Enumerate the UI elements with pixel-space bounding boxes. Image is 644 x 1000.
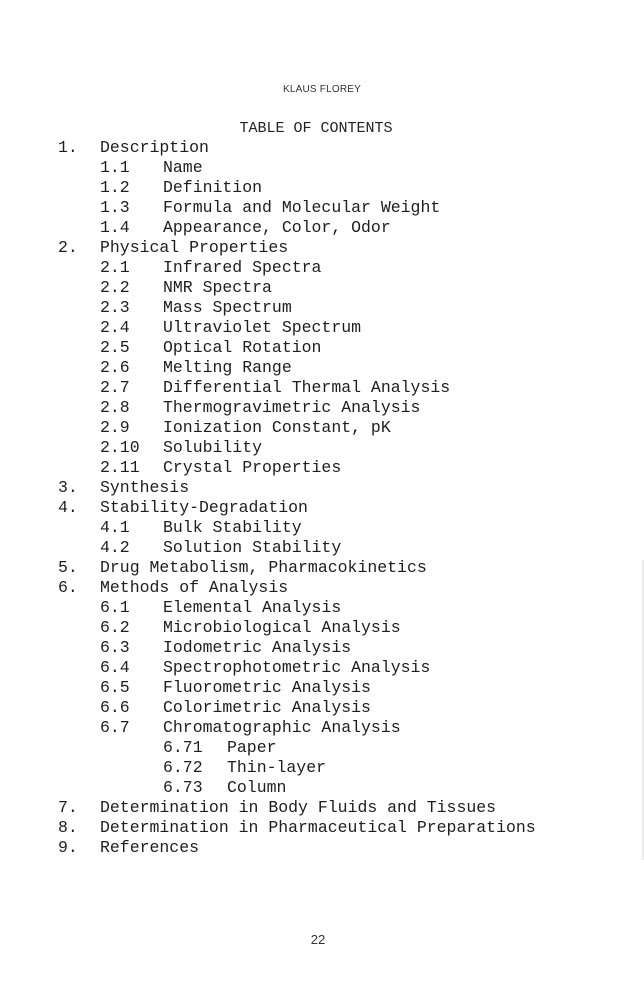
toc-entry-number: 2.5 <box>100 338 130 357</box>
toc-entry <box>0 318 644 338</box>
toc-entry-title: Solution Stability <box>163 538 342 557</box>
toc-entry-number: 6.3 <box>100 638 130 657</box>
toc-entry-number: 1.2 <box>100 178 130 197</box>
toc-entry-number: 1.4 <box>100 218 130 237</box>
toc-entry-title: Fluorometric Analysis <box>163 678 371 697</box>
toc-entry-number: 2.2 <box>100 278 130 297</box>
toc-entry-title: Stability-Degradation <box>100 498 308 517</box>
toc-entry <box>0 518 644 538</box>
toc-entry <box>0 458 644 478</box>
toc-entry-title: Differential Thermal Analysis <box>163 378 451 397</box>
toc-entry <box>0 258 644 278</box>
toc-entry-title: Appearance, Color, Odor <box>163 218 391 237</box>
toc-entry-number: 6.7 <box>100 718 130 737</box>
toc-entry-title: Ultraviolet Spectrum <box>163 318 362 337</box>
toc-entry <box>0 418 644 438</box>
toc-entry-title: Formula and Molecular Weight <box>163 198 441 217</box>
toc-entry-number: 6.72 <box>163 758 203 777</box>
toc-entry-number: 2.10 <box>100 438 140 457</box>
toc-entry-title: Bulk Stability <box>163 518 302 537</box>
toc-entry-number: 4.2 <box>100 538 130 557</box>
toc-entry <box>0 598 644 618</box>
toc-entry <box>0 718 644 738</box>
toc-entry-number: 2.4 <box>100 318 130 337</box>
toc-entry-title: Colorimetric Analysis <box>163 698 371 717</box>
toc-entry-number: 6.4 <box>100 658 130 677</box>
toc-entry <box>0 558 644 578</box>
toc-entry-number: 6. <box>58 578 78 597</box>
toc-entry-number: 4. <box>58 498 78 517</box>
toc-entry-title: Solubility <box>163 438 263 457</box>
toc-entry <box>0 698 644 718</box>
toc-entry-number: 1.1 <box>100 158 130 177</box>
toc-entry-title: Synthesis <box>100 478 190 497</box>
toc-entry-number: 6.73 <box>163 778 203 797</box>
toc-entry-number: 7. <box>58 798 78 817</box>
toc-entry <box>0 818 644 838</box>
toc-entry-title: Spectrophotometric Analysis <box>163 658 431 677</box>
toc-entry-title: Optical Rotation <box>163 338 322 357</box>
running-head: KLAUS FLOREY <box>283 84 361 95</box>
toc-entry <box>0 278 644 298</box>
toc-entry-title: Infrared Spectra <box>163 258 322 277</box>
toc-entry-number: 2.6 <box>100 358 130 377</box>
toc-entry <box>0 798 644 818</box>
toc-entry <box>0 498 644 518</box>
toc-entry-title: Chromatographic Analysis <box>163 718 401 737</box>
toc-entry <box>0 438 644 458</box>
toc-entry <box>0 658 644 678</box>
toc-entry-title: Elemental Analysis <box>163 598 342 617</box>
toc-entry-title: Column <box>227 778 287 797</box>
toc-entry <box>0 178 644 198</box>
toc-entry-number: 5. <box>58 558 78 577</box>
toc-entry-title: Name <box>163 158 203 177</box>
toc-entry <box>0 138 644 158</box>
toc-entry-title: Iodometric Analysis <box>163 638 352 657</box>
toc-entry-number: 2.8 <box>100 398 130 417</box>
toc-entry-number: 6.1 <box>100 598 130 617</box>
toc-title: TABLE OF CONTENTS <box>239 120 393 137</box>
toc-entry <box>0 838 644 858</box>
toc-entry-number: 2. <box>58 238 78 257</box>
toc-entry-number: 2.11 <box>100 458 140 477</box>
toc-entry-title: Physical Properties <box>100 238 289 257</box>
toc-entry <box>0 678 644 698</box>
toc-entry-title: References <box>100 838 200 857</box>
toc-entry-title: NMR Spectra <box>163 278 272 297</box>
table-of-contents <box>0 138 644 858</box>
toc-entry-title: Ionization Constant, pK <box>163 418 391 437</box>
toc-entry-title: Microbiological Analysis <box>163 618 401 637</box>
toc-entry <box>0 638 644 658</box>
toc-entry-number: 6.5 <box>100 678 130 697</box>
toc-entry <box>0 578 644 598</box>
toc-entry <box>0 618 644 638</box>
toc-entry-title: Methods of Analysis <box>100 578 289 597</box>
toc-entry <box>0 538 644 558</box>
toc-entry-title: Definition <box>163 178 263 197</box>
toc-entry-number: 3. <box>58 478 78 497</box>
toc-entry-title: Drug Metabolism, Pharmacokinetics <box>100 558 427 577</box>
toc-entry-number: 4.1 <box>100 518 130 537</box>
toc-entry-number: 9. <box>58 838 78 857</box>
toc-entry-number: 1.3 <box>100 198 130 217</box>
toc-entry <box>0 338 644 358</box>
toc-entry-number: 6.71 <box>163 738 203 757</box>
toc-entry-title: Determination in Body Fluids and Tissues <box>100 798 497 817</box>
toc-entry <box>0 738 644 758</box>
toc-entry <box>0 238 644 258</box>
toc-entry-title: Crystal Properties <box>163 458 342 477</box>
toc-entry-title: Mass Spectrum <box>163 298 292 317</box>
toc-entry-number: 2.3 <box>100 298 130 317</box>
toc-entry <box>0 218 644 238</box>
toc-entry-title: Thermogravimetric Analysis <box>163 398 421 417</box>
toc-entry-number: 2.7 <box>100 378 130 397</box>
toc-entry <box>0 198 644 218</box>
toc-entry-number: 2.9 <box>100 418 130 437</box>
toc-entry-number: 2.1 <box>100 258 130 277</box>
toc-entry-title: Description <box>100 138 209 157</box>
toc-entry-number: 6.2 <box>100 618 130 637</box>
toc-entry-title: Thin-layer <box>227 758 327 777</box>
toc-entry <box>0 378 644 398</box>
toc-entry <box>0 478 644 498</box>
toc-entry-number: 1. <box>58 138 78 157</box>
toc-entry-title: Paper <box>227 738 277 757</box>
toc-entry-number: 6.6 <box>100 698 130 717</box>
toc-entry <box>0 758 644 778</box>
toc-entry <box>0 298 644 318</box>
toc-entry-title: Determination in Pharmaceutical Preparations <box>100 818 536 837</box>
toc-entry <box>0 158 644 178</box>
toc-entry <box>0 778 644 798</box>
toc-entry-number: 8. <box>58 818 78 837</box>
toc-entry-title: Melting Range <box>163 358 292 377</box>
toc-entry <box>0 358 644 378</box>
page-number: 22 <box>310 932 326 947</box>
toc-entry <box>0 398 644 418</box>
